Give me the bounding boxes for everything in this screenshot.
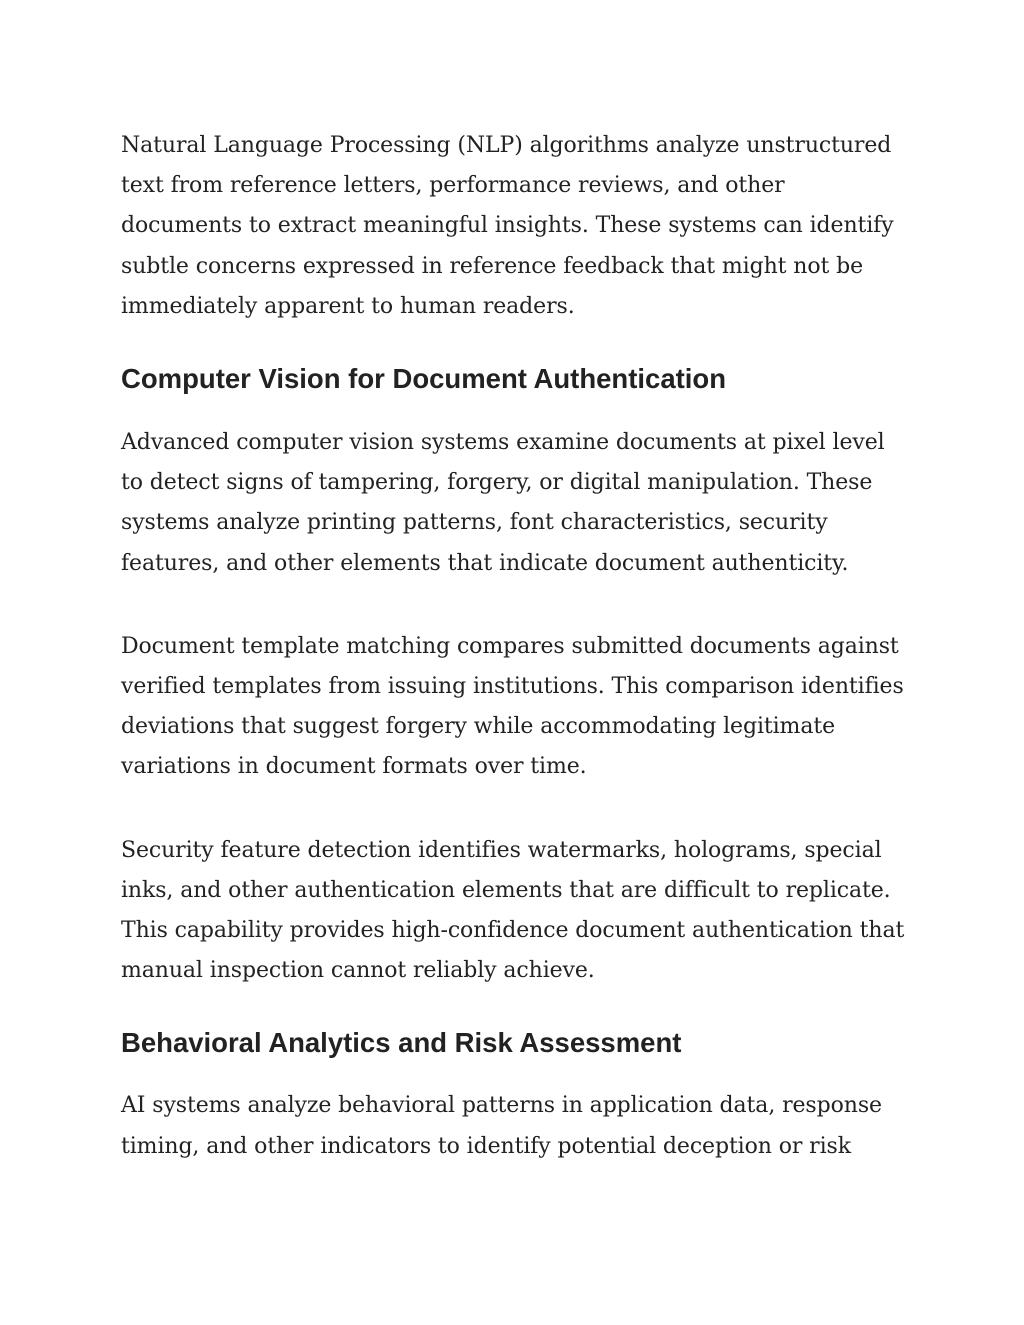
intro-paragraph: Natural Language Processing (NLP) algorithms analyze unstructured text from reference letters, performance reviews, and other documents to extract meaningful insights. These systems can identify subtle concerns expressed in reference feedback that might not be immediately apparent to human readers. bbox=[121, 133, 894, 319]
paragraph: Advanced computer vision systems examine documents at pixel level to detect signs of tampering, forgery, or digital manipulation. These systems analyze printing patterns, font characteristics, security features, and other elements that indicate document authenticity. bbox=[121, 430, 885, 576]
paragraph: AI systems analyze behavioral patterns in application data, response timing, and other indicators to identify potential deception or risk bbox=[121, 1093, 882, 1159]
section-heading-behavioral-analytics: Behavioral Analytics and Risk Assessment bbox=[121, 1027, 682, 1059]
paragraph: Document template matching compares submitted documents against verified templates from issuing institutions. This comparison identifies deviations that suggest forgery while accommodating legitimate variations in document formats over time. bbox=[121, 633, 904, 780]
section-computer-vision bbox=[121, 423, 911, 991]
document-page bbox=[121, 126, 911, 1167]
section-heading-computer-vision: Computer Vision for Document Authentication bbox=[121, 363, 727, 395]
paragraph: Security feature detection identifies watermarks, holograms, special inks, and other authentication elements that are difficult to replicate. This capability provides high-confidence document authentication that manual inspection cannot reliably achieve. bbox=[121, 837, 905, 984]
section-behavioral-analytics bbox=[121, 1086, 911, 1166]
